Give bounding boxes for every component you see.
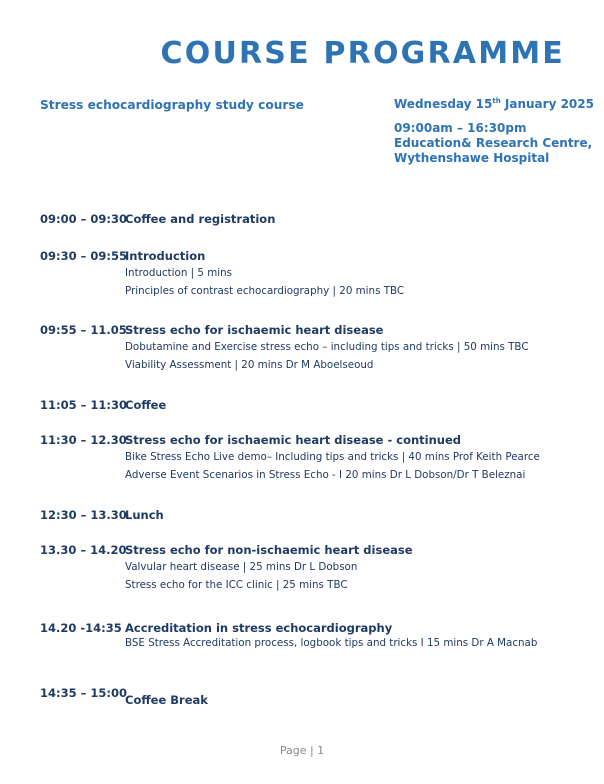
event-venue-hospital: Wythenshawe Hospital	[394, 151, 550, 165]
session-time: 14.20 -14:35	[40, 621, 122, 635]
event-venue: Education& Research Centre,	[394, 136, 593, 150]
session-items	[125, 637, 537, 655]
event-time: 09:00am – 16:30pm	[394, 121, 527, 135]
session-title: Stress echo for ischaemic heart disease	[125, 323, 384, 337]
session-time: 09:00 – 09:30	[40, 212, 127, 226]
session-title: Introduction	[125, 249, 206, 263]
session-time: 13.30 – 14.20	[40, 543, 127, 557]
session-items	[125, 267, 404, 303]
page-title: COURSE PROGRAMME	[160, 36, 565, 71]
session-time: 12:30 – 13.30	[40, 508, 127, 522]
session-item: Stress echo for the ICC clinic | 25 mins TBC	[125, 579, 348, 591]
course-name: Stress echocardiography study course	[40, 98, 304, 112]
session-item: Valvular heart disease | 25 mins Dr L Dobson	[125, 561, 358, 573]
session-time: 09:55 – 11.05	[40, 323, 127, 337]
session-title: Accreditation in stress echocardiography	[125, 621, 393, 635]
session-title: Stress echo for non-ischaemic heart disease	[125, 543, 413, 557]
event-date: Wednesday 15th January 2025	[394, 97, 594, 111]
session-item: BSE Stress Accreditation process, logbook tips and tricks I 15 mins Dr A Macnab	[125, 637, 538, 649]
session-title: Coffee and registration	[125, 212, 276, 226]
session-time: 11:30 – 12.30	[40, 433, 127, 447]
session-time: 14:35 – 15:00	[40, 686, 127, 700]
session-item: Dobutamine and Exercise stress echo – including tips and tricks | 50 mins TBC	[125, 341, 529, 353]
session-title: Coffee	[125, 398, 167, 412]
session-item: Bike Stress Echo Live demo– Including tips and tricks | 40 mins Prof Keith Pearce	[125, 451, 540, 463]
session-item: Adverse Event Scenarios in Stress Echo - I 20 mins Dr L Dobson/Dr T Beleznai	[125, 469, 526, 481]
session-item: Principles of contrast echocardiography | 20 mins TBC	[125, 285, 405, 297]
session-time: 11:05 – 11:30	[40, 398, 127, 412]
session-title: Stress echo for ischaemic heart disease - continued	[125, 433, 461, 447]
event-details	[394, 97, 594, 166]
session-items	[125, 451, 540, 487]
session-items	[125, 341, 529, 377]
session-items	[125, 561, 357, 597]
session-title: Lunch	[125, 508, 164, 522]
session-title: Coffee Break	[125, 693, 208, 707]
session-item: Introduction | 5 mins	[125, 267, 232, 279]
page-footer: Page | 1	[279, 744, 325, 757]
session-time: 09:30 – 09:55	[40, 249, 127, 263]
session-item: Viability Assessment | 20 mins Dr M Aboelseoud	[125, 359, 374, 371]
